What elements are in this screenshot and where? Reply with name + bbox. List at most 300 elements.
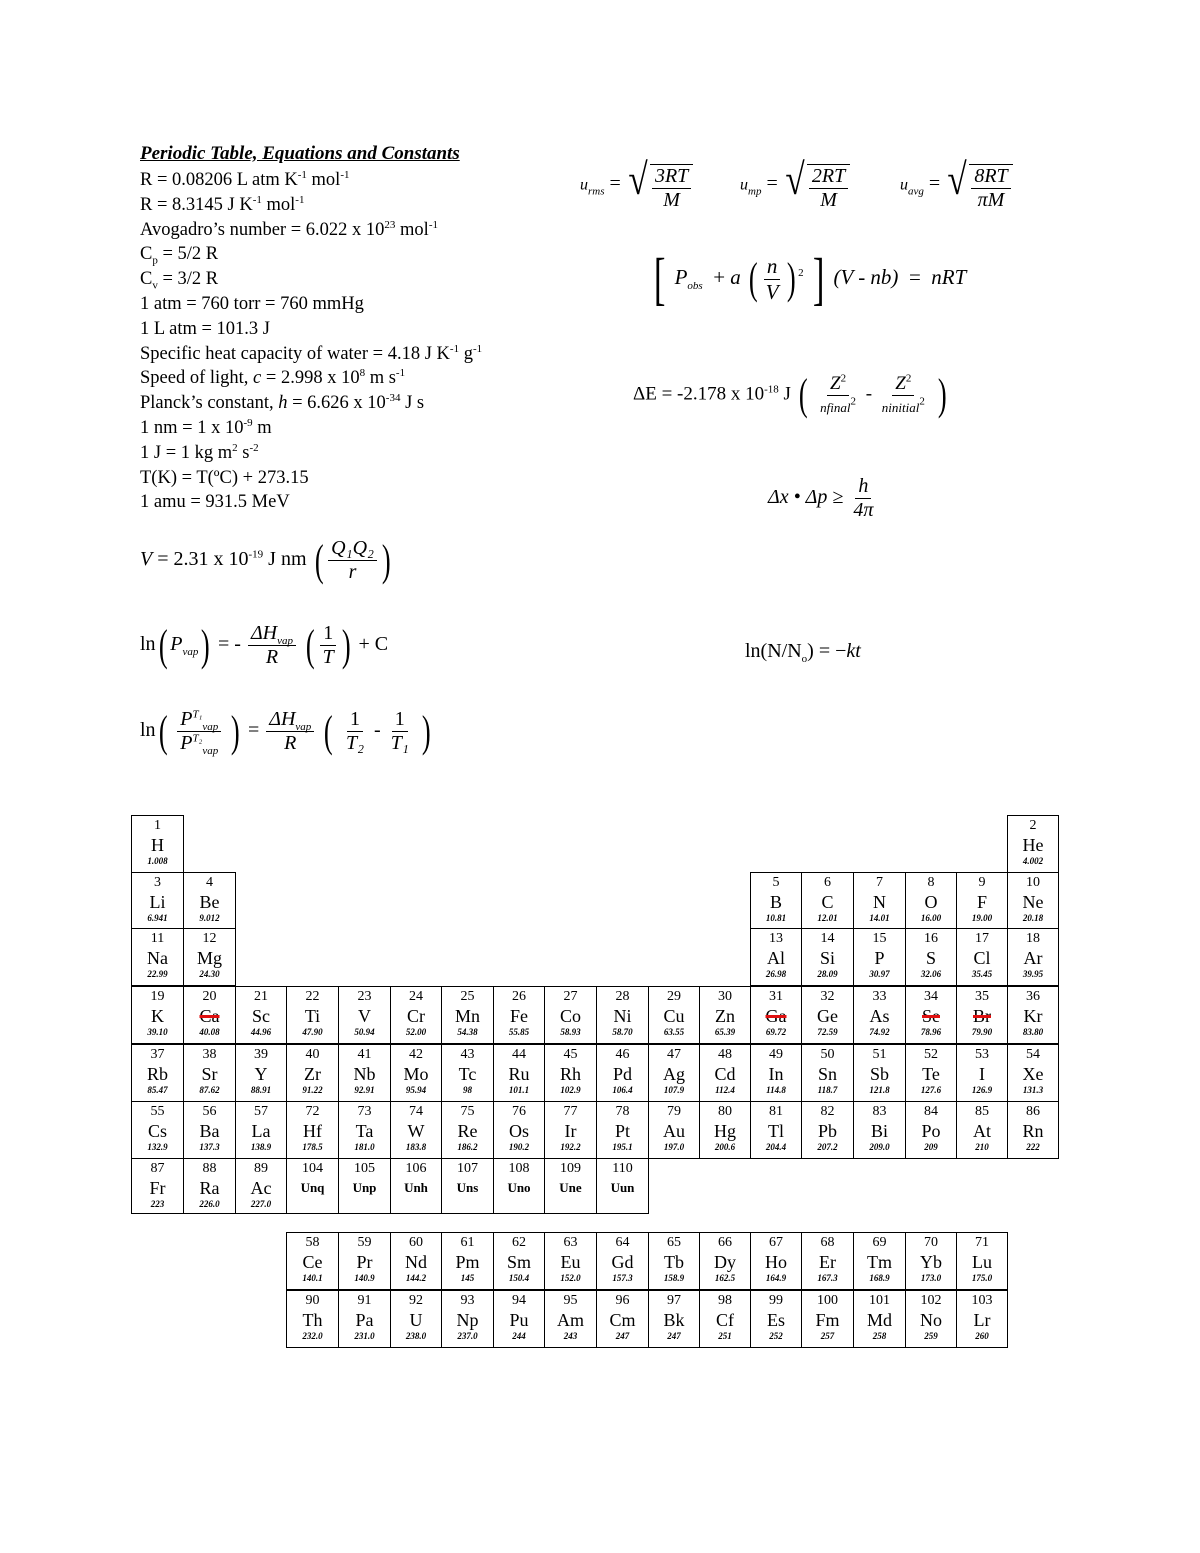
atomic-number: 59 [357,1235,372,1250]
element-cell-ca [183,986,236,1044]
element-cell-eu [544,1232,597,1290]
atomic-number: 95 [563,1293,578,1308]
atomic-mass: 91.22 [302,1085,323,1095]
element-symbol: Cr [407,1006,425,1026]
element-cell-nd [390,1232,442,1290]
atomic-mass: 140.9 [354,1273,375,1283]
atomic-mass: 22.99 [147,969,168,979]
element-cell-uno [493,1158,545,1214]
element-symbol: Er [819,1252,836,1272]
constant-line: 1 L atm = 101.3 J [140,318,270,339]
atomic-number: 22 [305,989,320,1004]
element-symbol: Gd [611,1252,634,1272]
element-symbol: He [1022,835,1044,855]
atomic-number: 51 [872,1047,887,1062]
element-symbol: Sc [252,1006,270,1026]
atomic-mass: 87.62 [199,1085,220,1095]
element-cell-co [544,986,597,1044]
element-symbol: Al [767,948,785,968]
atomic-mass: 79.90 [971,1027,993,1037]
atomic-number: 30 [718,989,732,1004]
atomic-mass: 88.91 [250,1085,272,1095]
atomic-mass: 14.01 [869,913,890,923]
element-cell-lr [956,1290,1008,1348]
element-symbol: Pb [817,1121,837,1141]
element-cell-nb [338,1044,391,1102]
atomic-mass: 6.941 [147,913,168,923]
element-cell-ru [493,1044,545,1102]
atomic-number: 99 [769,1293,783,1308]
atomic-number: 64 [615,1235,630,1250]
element-symbol: Unh [404,1180,428,1195]
element-cell-tb [648,1232,700,1290]
atomic-number: 16 [924,931,938,946]
element-symbol: Pd [612,1064,632,1084]
element-symbol: Pt [614,1121,630,1141]
element-cell-v [338,986,391,1044]
atomic-mass: 237.0 [457,1331,478,1341]
atomic-number: 18 [1026,931,1040,946]
atomic-number: 81 [769,1104,783,1119]
element-cell-th [286,1290,339,1348]
atomic-mass: 44.96 [250,1027,272,1037]
atomic-mass: 251 [718,1331,732,1341]
element-symbol: Tl [768,1121,784,1141]
constant-line: R = 0.08206 L atm $K^{-1}$ mol$^{-1}$ [140,168,350,190]
atomic-number: 108 [508,1161,530,1176]
atomic-mass: 58.93 [560,1027,581,1037]
element-symbol: V [358,1006,371,1026]
atomic-number: 60 [409,1235,423,1250]
element-cell-ag [648,1044,700,1102]
atomic-mass: 195.1 [612,1142,633,1152]
element-cell-h [131,815,184,873]
element-symbol: P [874,948,885,968]
atomic-mass: 207.2 [817,1142,838,1152]
element-cell-ta [338,1101,391,1159]
element-cell-hf [286,1101,339,1159]
element-cell-mn [441,986,494,1044]
element-symbol: Hf [303,1121,322,1141]
atomic-number: 68 [820,1235,835,1250]
atomic-number: 91 [357,1293,372,1308]
element-cell-ho [750,1232,802,1290]
element-cell-une [544,1158,597,1214]
atomic-number: 36 [1026,989,1040,1004]
element-symbol: Te [922,1064,940,1084]
element-symbol: Si [819,948,835,968]
atomic-number: 57 [254,1104,268,1119]
atomic-mass: 107.9 [663,1085,685,1095]
atomic-number: 54 [1026,1047,1040,1062]
urms-equation: $u_{rms}$ = √ $\frac{3RT}{M}$ [580,158,693,212]
element-cell-fr [131,1158,184,1214]
element-cell-br [956,986,1008,1044]
element-symbol: Cu [663,1006,685,1026]
atomic-number: 87 [150,1161,165,1176]
element-symbol: Nd [405,1252,427,1272]
element-cell-tl [750,1101,802,1159]
element-cell-bk [648,1290,700,1348]
element-cell-fe [493,986,545,1044]
atomic-number: 31 [769,989,783,1004]
element-cell-ce [286,1232,339,1290]
atomic-number: 43 [460,1047,475,1062]
element-symbol: Ni [613,1006,632,1026]
atomic-mass: 24.30 [199,969,220,979]
atomic-number: 5 [772,875,780,890]
constant-line: $C_v = 3/2$ R [140,269,219,292]
atomic-number: 110 [612,1161,633,1176]
atomic-mass: 257 [820,1331,835,1341]
atomic-number: 33 [872,989,887,1004]
atomic-number: 74 [409,1104,423,1119]
atomic-mass: 52.00 [405,1027,427,1037]
atomic-mass: 132.9 [147,1142,168,1152]
atomic-number: 12 [202,931,217,946]
atomic-mass: 222 [1026,1142,1040,1152]
atomic-number: 49 [769,1047,783,1062]
element-cell-fm [801,1290,854,1348]
atomic-number: 39 [254,1047,268,1062]
element-cell-be [183,872,236,930]
element-symbol: Ca [199,1006,220,1026]
element-cell-tc [441,1044,494,1102]
atomic-number: 3 [154,875,161,890]
atomic-mass: 69.72 [765,1027,787,1037]
element-symbol: At [973,1121,991,1141]
atomic-number: 17 [975,931,989,946]
atomic-number: 38 [202,1047,217,1062]
atomic-number: 2 [1029,818,1037,833]
element-symbol: As [869,1006,890,1026]
element-cell-es [750,1290,802,1348]
element-cell-ga [750,986,802,1044]
element-cell-ne [1007,872,1059,930]
atomic-number: 25 [460,989,475,1004]
atomic-number: 23 [357,989,372,1004]
atomic-mass: 39.10 [147,1027,168,1037]
element-symbol: Ce [302,1252,323,1272]
element-symbol: Unq [300,1180,325,1195]
constants-list [140,168,482,515]
element-symbol: Sr [201,1064,218,1084]
element-symbol: Bk [663,1310,685,1330]
atomic-mass: 30.97 [869,969,890,979]
element-symbol: Rn [1022,1121,1044,1141]
atomic-mass: 181.0 [354,1142,375,1152]
atomic-number: 104 [302,1161,323,1176]
atomic-number: 10 [1026,875,1040,890]
element-cell-cr [390,986,442,1044]
element-cell-pu [493,1290,545,1348]
atomic-mass: 4.002 [1022,856,1044,866]
element-cell-ti [286,986,339,1044]
atomic-mass: 209.0 [869,1142,890,1152]
element-symbol: Co [559,1006,581,1026]
element-symbol: Es [767,1310,785,1330]
atomic-number: 11 [150,931,165,946]
element-symbol: N [873,892,886,912]
element-symbol: F [976,892,987,912]
atomic-number: 20 [202,989,217,1004]
element-symbol: Ge [817,1006,838,1026]
element-symbol: Ti [304,1006,321,1026]
atomic-number: 103 [971,1293,993,1308]
atomic-mass: 72.59 [817,1027,838,1037]
atomic-number: 84 [924,1104,938,1119]
atomic-number: 41 [357,1047,372,1062]
page-title: Periodic Table, Equations and Constants [140,143,460,164]
atomic-mass: 39.95 [1022,969,1044,979]
atomic-number: 45 [563,1047,578,1062]
element-symbol: Hg [714,1121,736,1141]
atomic-mass: 204.4 [765,1142,787,1152]
element-cell-pr [338,1232,391,1290]
atomic-mass: 150.4 [508,1273,530,1283]
element-cell-bi [853,1101,906,1159]
constant-line: 1 amu = 931.5 MeV [140,492,290,513]
element-symbol: C [821,892,834,912]
atomic-number: 50 [820,1047,835,1062]
element-cell-sn [801,1044,854,1102]
atomic-number: 53 [975,1047,989,1062]
constant-line: 1 nm = 1 x $10^{-9}$ m [140,416,272,438]
element-cell-zr [286,1044,339,1102]
element-symbol: Po [921,1121,941,1141]
element-cell-po [905,1101,957,1159]
element-symbol: Ne [1022,892,1044,912]
element-symbol: Th [302,1310,323,1330]
atomic-mass: 78.96 [920,1027,942,1037]
element-symbol: Au [663,1121,685,1141]
element-symbol: K [151,1006,164,1026]
atomic-number: 102 [920,1293,942,1308]
element-cell-u [390,1290,442,1348]
uavg-equation: $u_{avg}$ = √ $\frac{8RT}{\pi M}$ [900,158,1013,212]
atomic-number: 85 [975,1104,989,1119]
constant-line: Avogadro’s number = 6.022 x $10^{23}$ mol$^{-1}$ [140,218,438,240]
element-symbol: Lr [973,1310,991,1330]
element-symbol: La [251,1121,271,1141]
element-symbol: S [925,948,936,968]
element-symbol: Zn [715,1006,735,1026]
atomic-number: 46 [615,1047,630,1062]
atomic-number: 94 [512,1293,526,1308]
element-cell-ni [596,986,649,1044]
element-symbol: In [768,1064,784,1084]
atomic-number: 62 [512,1235,526,1250]
atomic-number: 93 [460,1293,475,1308]
atomic-number: 44 [512,1047,526,1062]
element-cell-p [853,928,906,986]
atomic-number: 109 [560,1161,581,1176]
element-cell-rn [1007,1101,1059,1159]
atomic-number: 24 [409,989,423,1004]
element-symbol: Fr [149,1178,166,1198]
atomic-number: 89 [254,1161,268,1176]
atomic-mass: 227.0 [250,1199,272,1209]
element-cell-mg [183,928,236,986]
atomic-mass: 200.6 [714,1142,736,1152]
element-symbol: Sb [869,1064,889,1084]
element-symbol: Uno [507,1180,531,1195]
element-symbol: Ba [199,1121,220,1141]
atomic-number: 77 [563,1104,578,1119]
atomic-number: 75 [460,1104,475,1119]
atomic-number: 56 [202,1104,217,1119]
atomic-number: 1 [154,818,161,833]
element-cell-ar [1007,928,1059,986]
atomic-mass: 83.80 [1022,1027,1044,1037]
atomic-mass: 55.85 [508,1027,530,1037]
atomic-number: 107 [457,1161,478,1176]
element-cell-f [956,872,1008,930]
element-cell-cu [648,986,700,1044]
element-symbol: H [151,835,164,855]
atomic-mass: 65.39 [714,1027,736,1037]
element-symbol: Np [456,1310,479,1330]
atomic-mass: 238.0 [405,1331,427,1341]
atomic-mass: 112.4 [715,1085,735,1095]
atomic-number: 14 [820,931,835,946]
element-symbol: Tm [867,1252,892,1272]
element-cell-xe [1007,1044,1059,1102]
atomic-mass: 183.8 [405,1142,427,1152]
atomic-number: 13 [769,931,783,946]
element-cell-i [956,1044,1008,1102]
atomic-mass: 259 [924,1331,938,1341]
element-symbol: Ga [765,1006,787,1026]
atomic-mass: 131.3 [1022,1085,1044,1095]
element-cell-uns [441,1158,494,1214]
atomic-number: 32 [820,989,835,1004]
element-cell-lu [956,1232,1008,1290]
element-symbol: Nb [353,1064,376,1084]
atomic-number: 8 [927,875,935,890]
element-symbol: Zr [304,1064,321,1084]
element-cell-mo [390,1044,442,1102]
atomic-mass: 258 [872,1331,887,1341]
atomic-number: 105 [354,1161,375,1176]
element-cell-cm [596,1290,649,1348]
element-symbol: Ir [564,1121,577,1141]
element-cell-rh [544,1044,597,1102]
element-symbol: Br [973,1006,991,1026]
atomic-mass: 244 [512,1331,526,1341]
atomic-mass: 102.9 [560,1085,581,1095]
atomic-number: 106 [405,1161,427,1176]
element-cell-ra [183,1158,236,1214]
atomic-mass: 58.70 [612,1027,633,1037]
atomic-number: 100 [817,1293,838,1308]
atomic-mass: 167.3 [817,1273,838,1283]
atomic-number: 29 [667,989,681,1004]
element-cell-dy [699,1232,751,1290]
heisenberg-equation: Δx • Δp ≥ $\frac{h}{4\pi}$ [768,475,874,521]
element-symbol: Ta [355,1121,374,1141]
atomic-number: 19 [150,989,165,1004]
atomic-mass: 144.2 [405,1273,427,1283]
atomic-mass: 157.3 [612,1273,633,1283]
atomic-mass: 140.1 [302,1273,323,1283]
element-cell-np [441,1290,494,1348]
atomic-mass: 16.00 [920,913,942,923]
element-cell-zn [699,986,751,1044]
atomic-number: 27 [563,989,578,1004]
atomic-mass: 74.92 [869,1027,890,1037]
atomic-number: 21 [254,989,268,1004]
element-symbol: Na [147,948,168,968]
clausius-clapeyron-two-point-equation: ln( $\frac{P^{T_1}_{vap}}{P^{T_2}_{vap}}$ ) = $\frac{\Delta H_{vap}}{R}$ ( $\frac{1}{\text{T₂}}$ - $\frac{1}{\text{T₁}}$ ) [140,706,431,757]
element-symbol: Eu [560,1252,581,1272]
element-cell-as [853,986,906,1044]
element-cell-in [750,1044,802,1102]
atomic-mass: 40.08 [199,1027,220,1037]
atomic-mass: 127.6 [920,1085,942,1095]
element-cell-tm [853,1232,906,1290]
atomic-mass: 192.2 [560,1142,581,1152]
element-symbol: W [407,1121,425,1141]
atomic-number: 79 [667,1104,681,1119]
atomic-mass: 173.0 [920,1273,942,1283]
element-cell-re [441,1101,494,1159]
element-symbol: Une [559,1180,582,1195]
element-cell-unp [338,1158,391,1214]
element-symbol: Ra [199,1178,220,1198]
atomic-number: 78 [615,1104,630,1119]
atomic-number: 63 [563,1235,578,1250]
atomic-mass: 92.91 [354,1085,375,1095]
element-symbol: Se [922,1006,940,1026]
constant-line: Planck’s constant, h = 6.626 x $10^{-34}$ J s [140,392,425,414]
element-cell-cd [699,1044,751,1102]
element-cell-unq [286,1158,339,1214]
atomic-mass: 232.0 [302,1331,323,1341]
element-symbol: Mn [454,1006,480,1026]
atomic-number: 47 [667,1047,681,1062]
decay-equation: $\ln(N/N_o) = -kt$ [745,640,861,665]
atomic-mass: 98 [463,1085,472,1095]
element-symbol: Cf [716,1310,734,1330]
atomic-mass: 12.01 [817,913,838,923]
atomic-number: 42 [409,1047,423,1062]
element-symbol: Os [508,1121,529,1141]
element-cell-la [235,1101,287,1159]
atomic-mass: 223 [150,1199,165,1209]
atomic-number: 52 [924,1047,938,1062]
element-cell-li [131,872,184,930]
atomic-mass: 26.98 [765,969,787,979]
atomic-number: 48 [718,1047,732,1062]
element-symbol: Dy [714,1252,736,1272]
atomic-mass: 197.0 [663,1142,685,1152]
van-der-waals-equation: [ $P_{obs} + a$ ( $\frac{n}{V}$ ) $^2$ ] (V - nb) = nRT [653,246,967,311]
atomic-number: 80 [718,1104,732,1119]
element-cell-au [648,1101,700,1159]
atomic-number: 67 [769,1235,783,1250]
constant-line: 1 J = 1 kg $m^2$ $s^{-2}$ [140,441,259,463]
element-symbol: Lu [972,1252,992,1272]
element-cell-he [1007,815,1059,873]
element-symbol: Ho [765,1252,787,1272]
element-symbol: Pa [355,1310,374,1330]
atomic-mass: 85.47 [147,1085,168,1095]
element-symbol: Be [199,892,220,912]
atomic-number: 92 [409,1293,423,1308]
atomic-mass: 95.94 [405,1085,427,1095]
atomic-mass: 19.00 [971,913,993,923]
